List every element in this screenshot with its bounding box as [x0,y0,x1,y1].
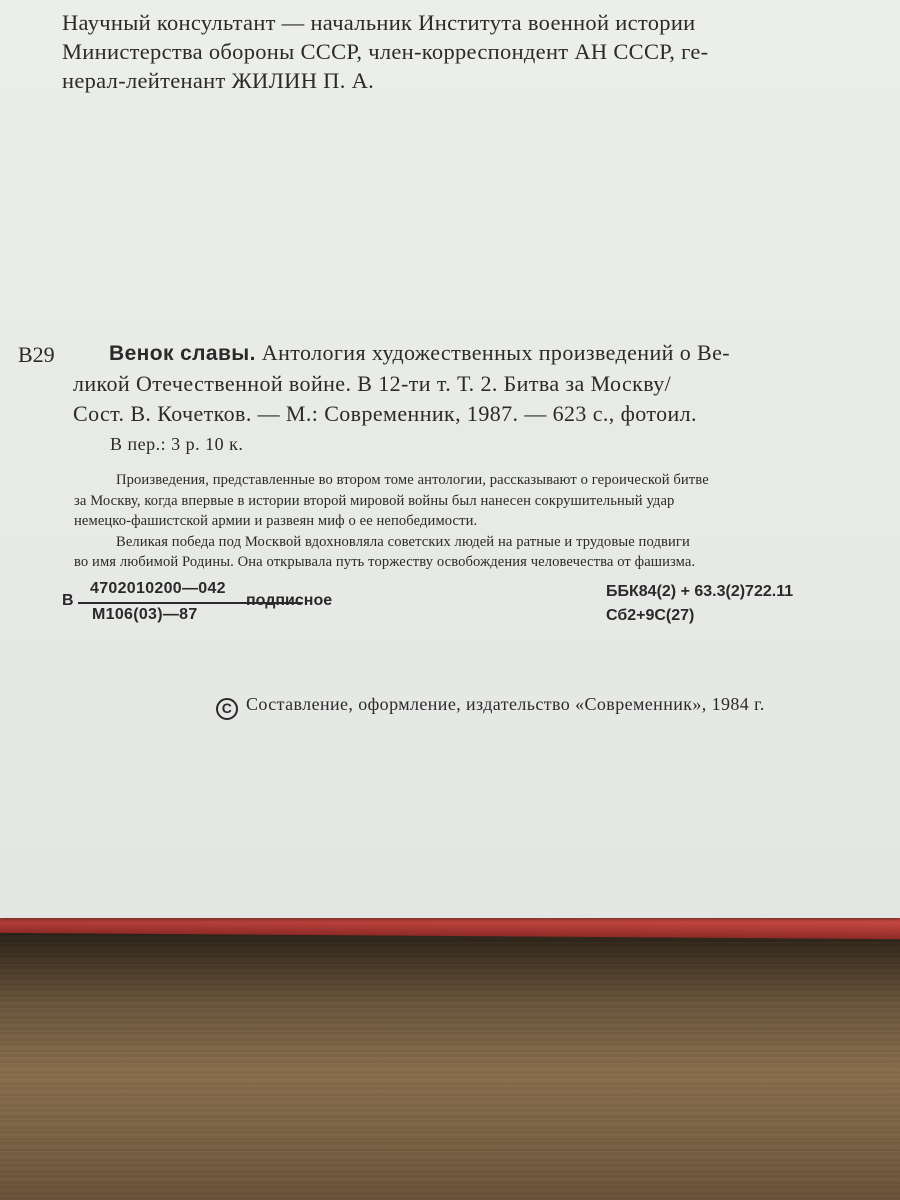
wooden-table [0,920,900,1200]
biblio-line-3: Сост. В. Кочетков. — М.: Современник, 1987. — 623 с., фотоил. [73,401,697,426]
copyright-text: Составление, оформление, издательство «Современник», 1984 г. [246,694,765,714]
copyright-icon: C [216,698,238,720]
annotation-line: Произведения, представленные во втором томе антологии, рассказывают о героической битве [116,472,709,488]
index-letter: В [62,592,74,609]
index-numerator: 4702010200—042 [90,580,226,597]
annotation-line: за Москву, когда впервые в истории второй мировой войны был нанесен сокрушительный удар [74,492,675,509]
annotation [74,470,860,573]
index-denominator: М106(03)—87 [92,606,198,623]
bbk-classification [606,580,856,628]
annotation-line: немецко-фашистской армии и развеян миф о ее непобедимости. [74,513,478,529]
copyright-line [216,694,765,720]
biblio-line-1 [73,338,861,369]
scientific-consultant-note [62,8,862,95]
book-title: Венок славы. [109,342,256,365]
subscription-label: подписное [246,592,333,609]
bibliographic-record [73,338,861,429]
consultant-line: Научный консультант — начальник Института военной истории [62,10,696,35]
consultant-line: Министерства обороны СССР, член-корреспондент АН СССР, ге- [62,39,709,64]
price: В пер.: 3 р. 10 к. [110,434,244,454]
biblio-line-2: ликой Отечественной войне. В 12-ти т. Т. 2. Битва за Москву/ [73,371,672,396]
bbk-line-2: Сб2+9С(27) [606,607,695,624]
annotation-line: Великая победа под Москвой вдохновляла советских людей на ратные и трудовые подвиги [116,533,690,550]
index-code-block [62,580,362,630]
consultant-line: нерал-лейтенант ЖИЛИН П. А. [62,68,375,93]
catalog-code: В29 [18,342,55,367]
annotation-line: во имя любимой Родины. Она открывала путь торжеству освобождения человечества от фашизма. [74,554,696,570]
biblio-line-1-text: Антология художественных произведений о Ве- [261,340,730,365]
bbk-line-1: ББК84(2) + 63.3(2)722.11 [606,583,794,600]
